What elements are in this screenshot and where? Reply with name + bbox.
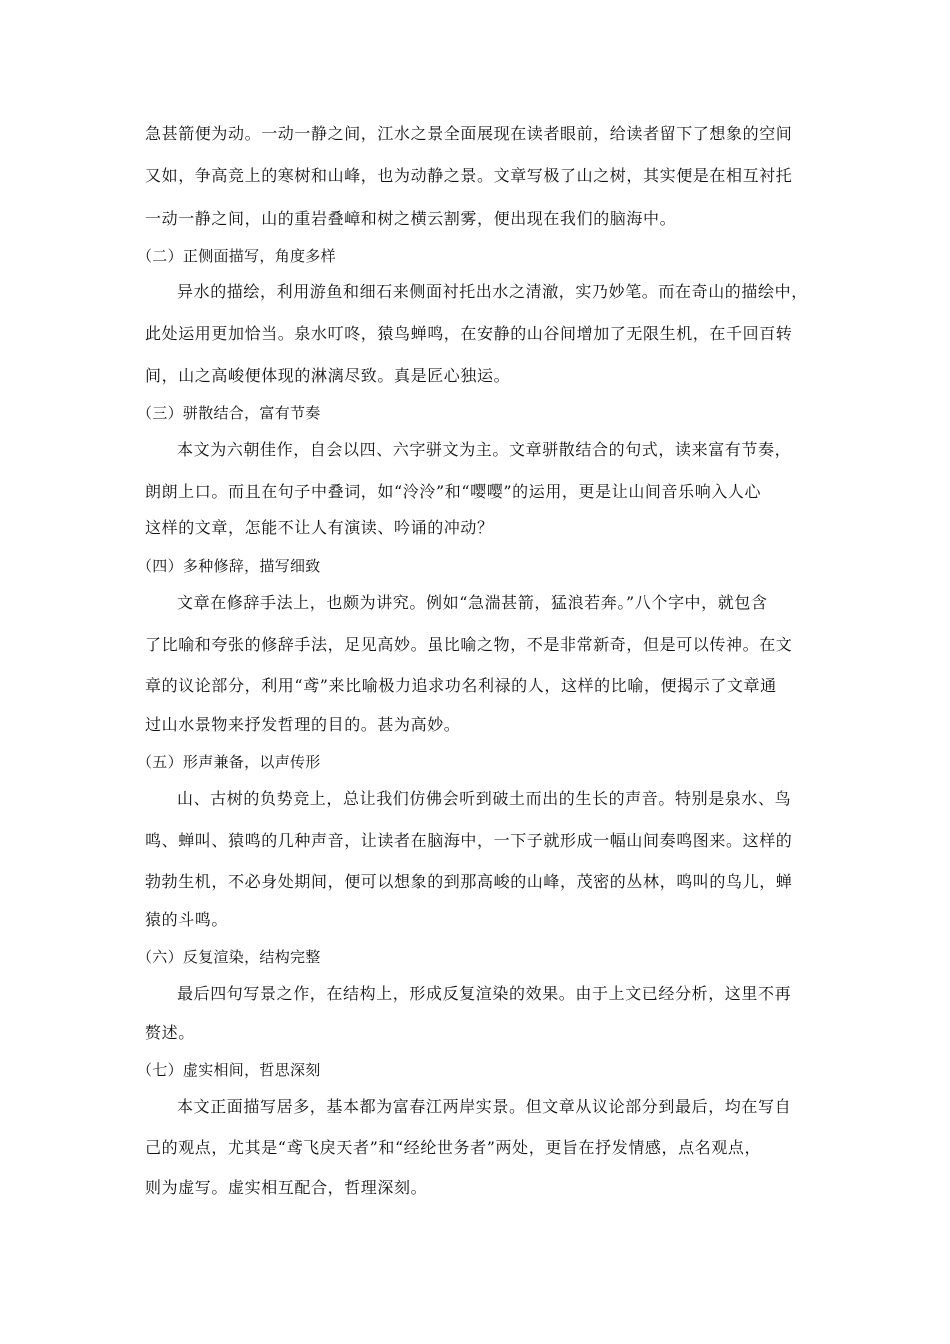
paragraph-line: 章的议论部分，利用“鸢”来比喻极力追求功名利禄的人，这样的比喻，便揭示了文章通 [145,676,777,695]
paragraph-line: 最后四句写景之作，在结构上，形成反复渲染的效果。由于上文已经分析，这里不再 [177,984,792,1003]
paragraph-line: 过山水景物来抒发哲理的目的。甚为高妙。 [145,715,461,734]
paragraph-line: 文章在修辞手法上，也颇为讲究。例如“急湍甚箭，猛浪若奔。”八个字中，就包含 [177,593,768,612]
section-heading: （六）反复渲染，结构完整 [137,948,321,966]
paragraph-line: 急甚箭便为动。一动一静之间，江水之景全面展现在读者眼前，给读者留下了想象的空间 [145,124,793,143]
paragraph-line: 又如，争高竞上的寒树和山峰，也为动静之景。文章写极了山之树，其实便是在相互衬托 [145,166,793,185]
paragraph-line: 勃勃生机，不必身处期间，便可以想象的到那高峻的山峰，茂密的丛林，鸣叫的鸟儿，蝉 [145,872,793,891]
paragraph-line: 间，山之高峻便体现的淋漓尽致。真是匠心独运。 [145,366,511,385]
section-heading: （二）正侧面描写，角度多样 [137,247,336,265]
section-heading: （四）多种修辞，描写细致 [137,557,321,575]
section-heading: （七）虚实相间，哲思深刻 [137,1061,321,1079]
paragraph-line: 山、古树的负势竞上，总让我们仿佛会听到破土而出的生长的声音。特别是泉水、鸟 [177,789,792,808]
section-heading: （三）骈散结合，富有节奏 [137,404,321,422]
paragraph-line: 朗朗上口。而且在句子中叠词，如“泠泠”和“嘤嘤”的运用，更是让山间音乐响入人心 [145,482,762,501]
paragraph-line: 此处运用更加恰当。泉水叮咚，猿鸟蝉鸣，在安静的山谷间增加了无限生机，在千回百转 [145,324,793,343]
paragraph-line: 则为虚写。虚实相互配合，哲理深刻。 [145,1178,428,1197]
section-heading: （五）形声兼备，以声传形 [137,753,321,771]
paragraph-line: 了比喻和夸张的修辞手法，足见高妙。虽比喻之物，不是非常新奇，但是可以传神。在文 [145,635,793,654]
paragraph-line: 赘述。 [145,1023,195,1042]
paragraph-line: 异水的描绘，利用游鱼和细石来侧面衬托出水之清澈，实乃妙笔。而在奇山的描绘中， [177,282,808,301]
paragraph-line: 本文为六朝佳作，自会以四、六字骈文为主。文章骈散结合的句式，读来富有节奏， [177,440,792,459]
paragraph-line: 本文正面描写居多，基本都为富春江两岸实景。但文章从议论部分到最后，均在写自 [177,1097,792,1116]
paragraph-line: 这样的文章，怎能不让人有演读、吟诵的冲动？ [145,518,494,537]
paragraph-line: 己的观点，尤其是“鸢飞戾天者”和“经纶世务者”两处，更旨在抒发情感，点名观点， [145,1138,762,1157]
paragraph-line: 鸣、蝉叫、猿鸣的几种声音，让读者在脑海中，一下子就形成一幅山间奏鸣图来。这样的 [145,831,793,850]
paragraph-line: 猿的斗鸣。 [145,910,229,929]
paragraph-line: 一动一静之间，山的重岩叠嶂和树之横云割雾，便出现在我们的脑海中。 [145,209,677,228]
